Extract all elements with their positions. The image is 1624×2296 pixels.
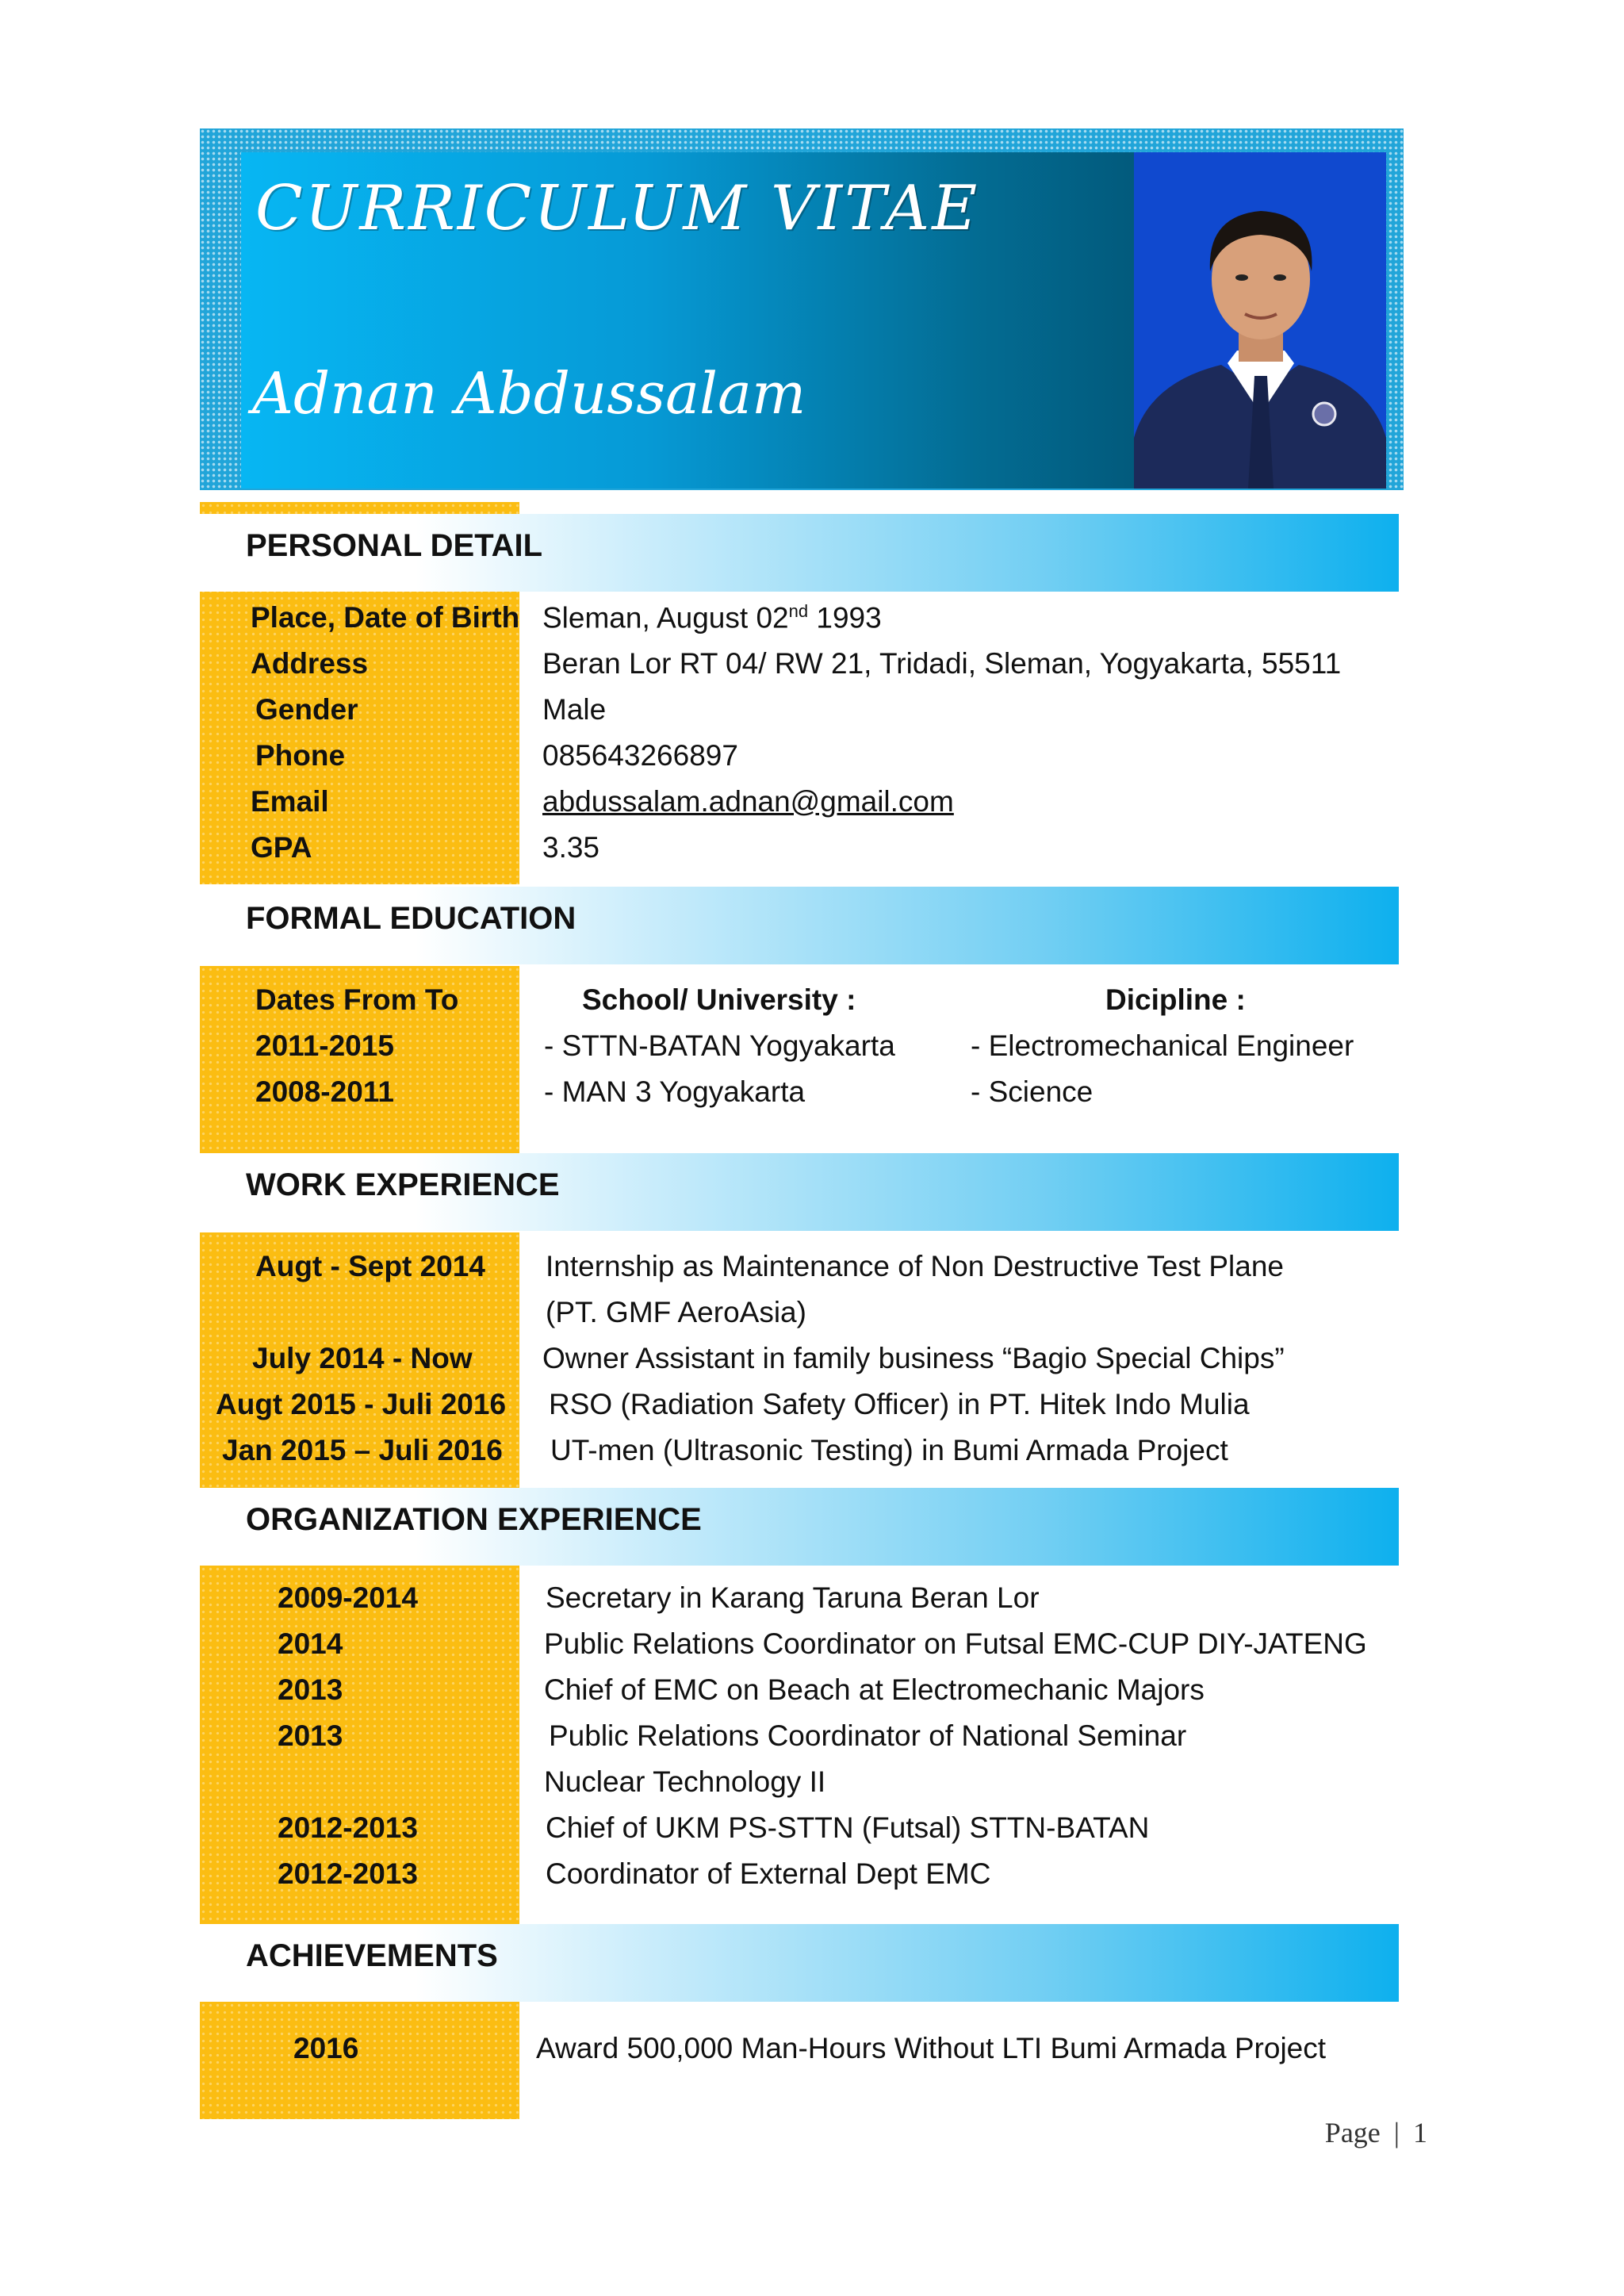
address-label: Address: [251, 647, 369, 680]
person-portrait-icon: [1134, 152, 1386, 489]
organization-year-2: 2014: [278, 1627, 343, 1660]
work-desc-3: RSO (Radiation Safety Officer) in PT. Hitek Indo Mulia: [549, 1388, 1250, 1420]
work-desc-1-line2: (PT. GMF AeroAsia): [546, 1296, 806, 1328]
organization-section-title: ORGANIZATION EXPERIENCE: [246, 1502, 702, 1537]
page-label: Page: [1324, 2117, 1381, 2148]
organization-year-3: 2013: [278, 1673, 343, 1706]
gpa-value: 3.35: [542, 831, 600, 864]
organization-desc-2: Public Relations Coordinator on Futsal EMC-CUP DIY-JATENG: [544, 1627, 1367, 1660]
education-school-2: - MAN 3 Yogyakarta: [544, 1075, 806, 1108]
gpa-label: GPA: [251, 831, 312, 864]
email-link[interactable]: abdussalam.adnan@gmail.com: [542, 785, 954, 818]
phone-label: Phone: [255, 739, 346, 772]
document-title: CURRICULUM VITAE: [255, 173, 980, 244]
organization-desc-6: Coordinator of External Dept EMC: [546, 1857, 991, 1890]
candidate-name: Adnan Abdussalam: [252, 360, 806, 427]
organization-desc-1: Secretary in Karang Taruna Beran Lor: [546, 1581, 1040, 1614]
work-date-2: July 2014 - Now: [252, 1342, 473, 1374]
education-dates-1: 2011-2015: [255, 1029, 394, 1062]
page-number: 1: [1413, 2117, 1427, 2148]
page-footer: [1325, 2116, 1427, 2149]
birth-label: Place, Date of Birth: [251, 601, 520, 634]
phone-value: 085643266897: [542, 739, 738, 772]
work-desc-4: UT-men (Ultrasonic Testing) in Bumi Armada Project: [550, 1434, 1228, 1466]
organization-year-6: 2012-2013: [278, 1857, 418, 1890]
organization-desc-4-line2: Nuclear Technology II: [544, 1765, 826, 1798]
achievements-section-title: ACHIEVEMENTS: [246, 1938, 498, 1973]
page-separator: |: [1393, 2117, 1400, 2148]
email-label: Email: [251, 785, 329, 818]
gender-value: Male: [542, 693, 607, 726]
work-date-3: Augt 2015 - Juli 2016: [216, 1388, 507, 1420]
education-dates-header: Dates From To: [255, 983, 459, 1016]
education-school-header: School/ University :: [582, 983, 856, 1016]
organization-desc-4: Public Relations Coordinator of National Seminar: [549, 1719, 1187, 1752]
birth-value: Sleman, August 02nd 1993: [542, 601, 882, 634]
achievement-desc-1: Award 500,000 Man-Hours Without LTI Bumi Armada Project: [536, 2032, 1327, 2064]
work-desc-1: Internship as Maintenance of Non Destructive Test Plane: [546, 1250, 1284, 1282]
organization-year-4: 2013: [278, 1719, 343, 1752]
organization-year-5: 2012-2013: [278, 1811, 418, 1844]
organization-desc-3: Chief of EMC on Beach at Electromechanic Majors: [544, 1673, 1205, 1706]
address-value: Beran Lor RT 04/ RW 21, Tridadi, Sleman, Yogyakarta, 55511: [542, 647, 1342, 680]
education-discipline-header: Dicipline :: [1105, 983, 1246, 1016]
gender-label: Gender: [255, 693, 358, 726]
profile-photo: [1134, 152, 1386, 489]
education-discipline-1: - Electromechanical Engineer: [971, 1029, 1354, 1062]
education-discipline-2: - Science: [971, 1075, 1094, 1108]
organization-year-1: 2009-2014: [278, 1581, 418, 1614]
work-date-4: Jan 2015 – Juli 2016: [222, 1434, 503, 1466]
work-desc-2: Owner Assistant in family business “Bagio Special Chips”: [542, 1342, 1285, 1374]
work-date-1: Augt - Sept 2014: [255, 1250, 485, 1282]
achievements-label-column: [200, 2002, 519, 2119]
work-section-title: WORK EXPERIENCE: [246, 1167, 560, 1202]
education-school-1: - STTN-BATAN Yogyakarta: [544, 1029, 895, 1062]
personal-section-title: PERSONAL DETAIL: [246, 528, 543, 563]
education-dates-2: 2008-2011: [255, 1075, 394, 1108]
achievement-year-1: 2016: [293, 2032, 359, 2064]
organization-desc-5: Chief of UKM PS-STTN (Futsal) STTN-BATAN: [546, 1811, 1150, 1844]
education-section-title: FORMAL EDUCATION: [246, 901, 576, 936]
